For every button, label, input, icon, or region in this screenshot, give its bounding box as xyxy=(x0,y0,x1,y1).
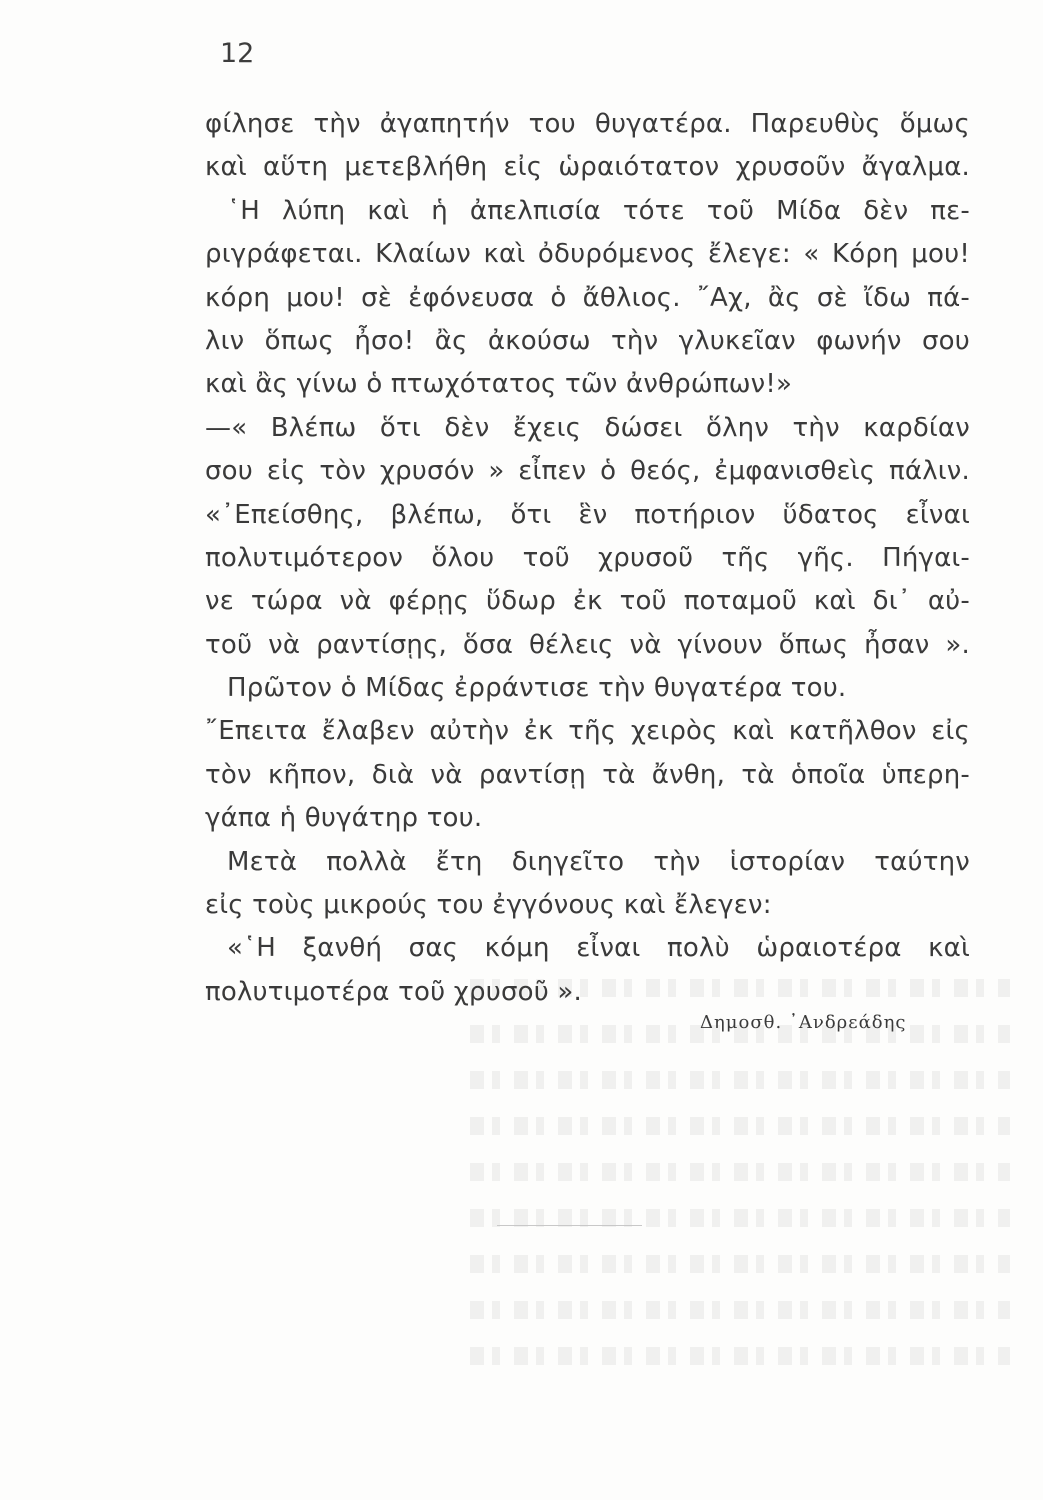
bleed-line xyxy=(470,1149,1010,1195)
text-line: εἰς τοὺς μικρούς του ἐγγόνους καὶ ἔλεγεν: xyxy=(205,890,772,921)
author-signature: Δημοσθ. ᾿Ανδρεάδης xyxy=(700,1012,907,1033)
bleed-line xyxy=(470,1057,1010,1103)
text-line: Μετὰ πολλὰ ἔτη διηγεῖτο τὴν ἱστορίαν ταύτην xyxy=(227,846,970,877)
text-line: γάπα ἡ θυγάτηρ του. xyxy=(205,803,483,834)
bleed-line xyxy=(470,1195,1010,1241)
text-line: λιν ὅπως ἦσο! ἂς ἀκούσω τὴν γλυκεῖαν φωνήν σου xyxy=(205,325,970,356)
text-line: Πρῶτον ὁ Μίδας ἐρράντισε τὴν θυγατέρα του. xyxy=(227,673,847,704)
bleed-line xyxy=(470,1333,1010,1379)
text-line: τοῦ νὰ ραντίσῃς, ὅσα θέλεις νὰ γίνουν ὅπως ἦσαν ». xyxy=(205,629,970,660)
text-line: «῾Η ξανθή σας κόμη εἶναι πολὺ ὡραιοτέρα καὶ xyxy=(227,933,970,964)
text-line: φίλησε τὴν ἀγαπητήν του θυγατέρα. Παρευθὺς ὅμως xyxy=(205,109,970,139)
text-line: σου εἰς τὸν χρυσόν » εἶπεν ὁ θεός, ἐμφανισθεὶς πάλιν. xyxy=(205,456,970,487)
section-divider xyxy=(497,1225,642,1226)
text-line: ῎Επειτα ἔλαβεν αὐτὴν ἐκ τῆς χειρὸς καὶ κατῆλθον εἰς xyxy=(205,716,970,747)
text-line: τὸν κῆπον, διὰ νὰ ραντίσῃ τὰ ἄνθη, τὰ ὁποῖα ὑπερη- xyxy=(205,759,970,790)
bleed-line xyxy=(470,1287,1010,1333)
story-text xyxy=(205,103,970,1014)
text-line: καὶ ἂς γίνω ὁ πτωχότατος τῶν ἀνθρώπων!» xyxy=(205,369,793,400)
text-line: κόρη μου! σὲ ἐφόνευσα ὁ ἄθλιος. ῎Αχ, ἂς σὲ ἴδω πά- xyxy=(205,282,970,313)
page-number: 12 xyxy=(220,38,255,69)
text-line: ῾Η λύπη καὶ ἡ ἀπελπισία τότε τοῦ Μίδα δὲν πε- xyxy=(227,195,970,226)
bleed-line xyxy=(470,1103,1010,1149)
text-line: —« Βλέπω ὅτι δὲν ἔχεις δώσει ὅλην τὴν καρδίαν xyxy=(205,412,970,443)
text-line: ριγράφεται. Κλαίων καὶ ὀδυρόμενος ἔλεγε: « Κόρη μου! xyxy=(205,239,970,270)
text-line: πολυτιμοτέρα τοῦ χρυσοῦ ». xyxy=(205,976,583,1007)
text-line: καὶ αὕτη μετεβλήθη εἰς ὡραιότατον χρυσοῦν ἄγαλμα. xyxy=(205,152,970,183)
bleed-line xyxy=(470,1241,1010,1287)
text-line: νε τώρα νὰ φέρῃς ὕδωρ ἐκ τοῦ ποταμοῦ καὶ δι᾿ αὐ- xyxy=(205,586,970,617)
text-line: πολυτιμότερον ὅλου τοῦ χρυσοῦ τῆς γῆς. Πήγαι- xyxy=(205,542,970,573)
text-line: «᾿Επείσθης, βλέπω, ὅτι ἓν ποτήριον ὕδατος εἶναι xyxy=(205,499,970,530)
